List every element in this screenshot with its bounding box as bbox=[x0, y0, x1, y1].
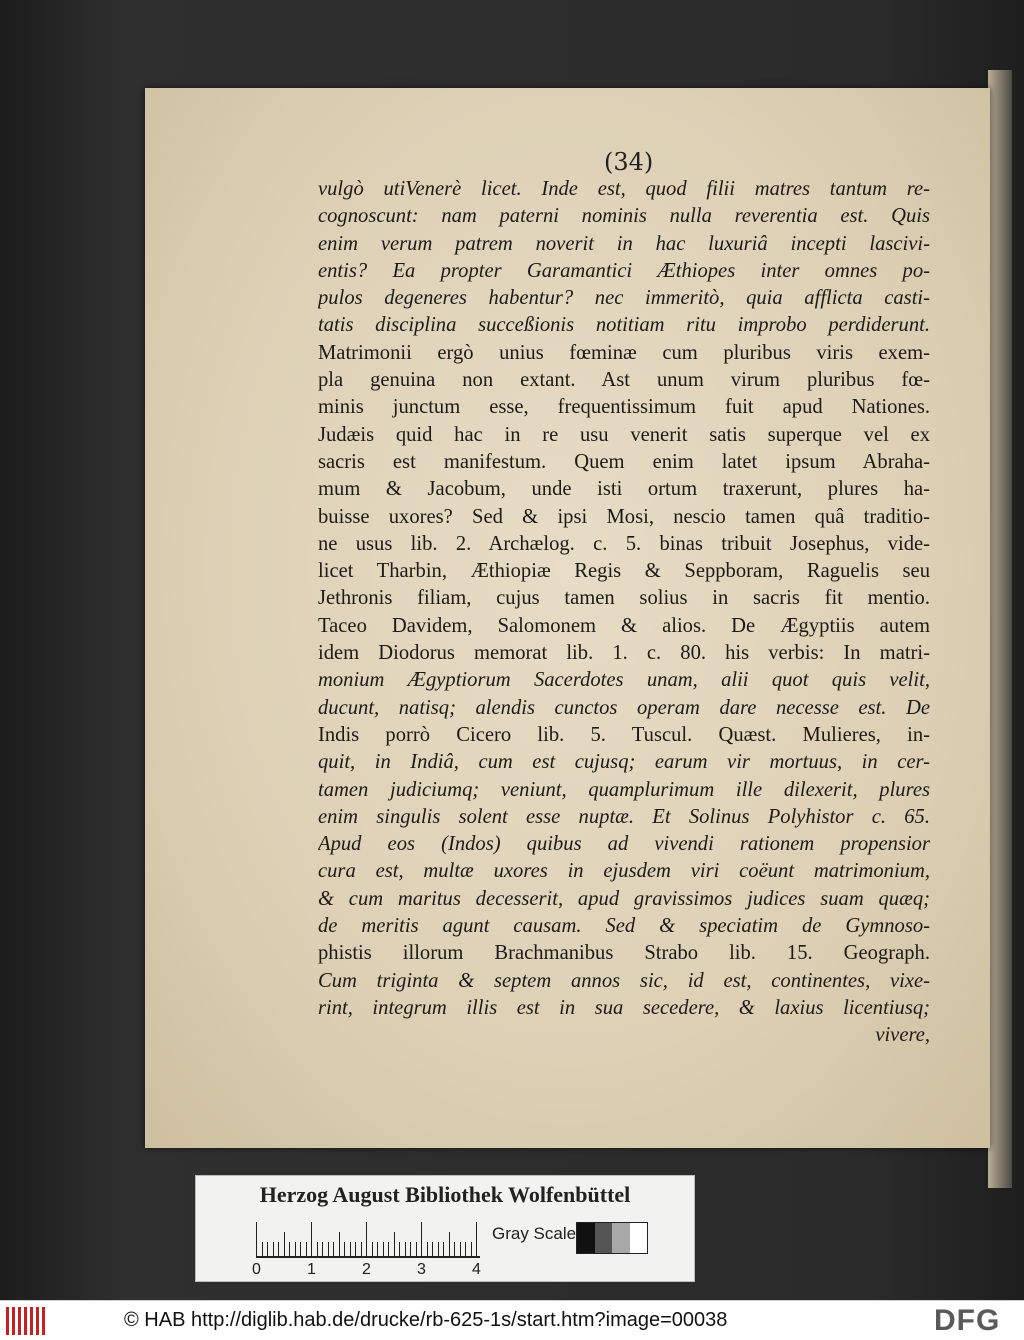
ruler-tick bbox=[476, 1222, 477, 1256]
ruler-tick bbox=[366, 1222, 367, 1256]
text-line: tamen judiciumq; veniunt, quamplurimum ille dilexerit, plures bbox=[318, 778, 930, 801]
text-line: & cum maritus decesserit, apud gravissimos judices suam quæq; bbox=[318, 887, 930, 910]
ruler-tick bbox=[427, 1242, 428, 1256]
text-line: ne usus lib. 2. Archælog. c. 5. binas tribuit Josephus, vide- bbox=[318, 532, 930, 555]
ruler-tick bbox=[344, 1242, 345, 1256]
ruler-tick bbox=[471, 1242, 472, 1256]
text-line: cognoscunt: nam paterni nominis nulla reverentia est. Quis bbox=[318, 205, 930, 228]
text-line: rint, integrum illis est in sua secedere, & laxius licentiusq; bbox=[318, 996, 930, 1019]
ruler-tick bbox=[328, 1242, 329, 1256]
text-line: phistis illorum Brachmanibus Strabo lib. 15. Geograph. bbox=[318, 942, 930, 965]
ruler-number: 3 bbox=[417, 1261, 426, 1278]
text-line: enim verum patrem noverit in hac luxuriâ incepti lascivi- bbox=[318, 232, 930, 255]
ruler-tick bbox=[443, 1242, 444, 1256]
ruler-tick bbox=[416, 1242, 417, 1256]
ruler-tick bbox=[278, 1242, 279, 1256]
text-line: mum & Jacobum, unde isti ortum traxerunt, plures ha- bbox=[318, 478, 930, 501]
source-link[interactable]: © HAB http://diglib.hab.de/drucke/rb-625-1s/start.htm?image=00038 bbox=[124, 1309, 728, 1331]
text-line: enim singulis solent esse nuptæ. Et Solinus Polyhistor c. 65. bbox=[318, 805, 930, 828]
text-line: de meritis agunt causam. Sed & speciatim de Gymnoso- bbox=[318, 915, 930, 938]
page-text bbox=[318, 176, 930, 1050]
text-line: idem Diodorus memorat lib. 1. c. 80. his verbis: In matri- bbox=[318, 642, 930, 665]
ruler-tick bbox=[306, 1242, 307, 1256]
ruler-number: 1 bbox=[307, 1261, 316, 1278]
ruler-tick bbox=[317, 1242, 318, 1256]
ruler-tick bbox=[465, 1242, 466, 1256]
ruler-tick bbox=[405, 1242, 406, 1256]
text-line: Taceo Davidem, Salomonem & alios. De Ægyptiis autem bbox=[318, 614, 930, 637]
ruler-tick bbox=[289, 1242, 290, 1256]
text-line: ducunt, natisq; alendis cunctos operam dare necesse est. De bbox=[318, 696, 930, 719]
ruler-tick bbox=[273, 1242, 274, 1256]
ruler-tick bbox=[300, 1242, 301, 1256]
ruler-tick bbox=[355, 1242, 356, 1256]
ruler bbox=[256, 1220, 480, 1258]
gray-scale-patches bbox=[576, 1222, 648, 1254]
ruler-tick bbox=[372, 1242, 373, 1256]
ruler-tick bbox=[267, 1242, 268, 1256]
hab-logo-icon bbox=[6, 1307, 46, 1335]
ruler-tick bbox=[399, 1242, 400, 1256]
ruler-tick bbox=[377, 1242, 378, 1256]
ruler-tick bbox=[361, 1242, 362, 1256]
text-line: Judæis quid hac in re usu venerit satis superque vel ex bbox=[318, 423, 930, 446]
text-line: quit, in Indiâ, cum est cujusq; earum vir mortuus, in cer- bbox=[318, 751, 930, 774]
text-line: vulgò utiVenerè licet. Inde est, quod filii matres tantum re- bbox=[318, 178, 930, 200]
gray-patch bbox=[577, 1223, 595, 1253]
text-line: Indis porrò Cicero lib. 5. Tuscul. Quæst. Mulieres, in- bbox=[318, 723, 930, 746]
footer-bar bbox=[0, 1300, 1024, 1340]
ruler-tick bbox=[438, 1242, 439, 1256]
ruler-number: 4 bbox=[472, 1261, 481, 1278]
text-line: buisse uxores? Sed & ipsi Mosi, nescio tamen quâ traditio- bbox=[318, 505, 930, 528]
ruler-tick bbox=[460, 1242, 461, 1256]
gray-patch bbox=[612, 1223, 630, 1253]
ruler-tick bbox=[333, 1242, 334, 1256]
text-line: tatis disciplina succeßionis notitiam ritu improbo perdiderunt. bbox=[318, 314, 930, 337]
ruler-tick bbox=[410, 1242, 411, 1256]
ruler-tick bbox=[449, 1232, 450, 1256]
text-line: monium Ægyptiorum Sacerdotes unam, alii quot quis velit, bbox=[318, 669, 930, 692]
ruler-number: 0 bbox=[252, 1261, 261, 1278]
ruler-tick bbox=[311, 1222, 312, 1256]
gray-patch bbox=[595, 1223, 613, 1253]
ruler-tick bbox=[295, 1242, 296, 1256]
text-line: Cum triginta & septem annos sic, id est, continentes, vixe- bbox=[318, 969, 930, 992]
library-title: Herzog August Bibliothek Wolfenbüttel bbox=[259, 1182, 631, 1207]
page-number: (34) bbox=[604, 148, 654, 176]
text-line: entis? Ea propter Garamantici Æthiopes inter omnes po- bbox=[318, 259, 930, 282]
dfg-logo: DFG bbox=[934, 1304, 1001, 1337]
text-line: cura est, multæ uxores in ejusdem viri coëunt matrimonium, bbox=[318, 860, 930, 883]
text-line: licet Tharbin, Æthiopiæ Regis & Seppboram, Raguelis seu bbox=[318, 560, 930, 583]
ruler-tick bbox=[394, 1232, 395, 1256]
ruler-tick bbox=[256, 1222, 257, 1256]
text-line: Matrimonii ergò unius fœminæ cum pluribus viris exem- bbox=[318, 341, 930, 364]
text-line: sacris est manifestum. Quem enim latet ipsum Abraha- bbox=[318, 450, 930, 473]
text-line: pulos degeneres habentur? nec immeritò, quia afflicta casti- bbox=[318, 287, 930, 310]
ruler-number: 2 bbox=[362, 1261, 371, 1278]
gray-patch bbox=[630, 1223, 648, 1253]
color-target-card bbox=[195, 1175, 695, 1282]
text-line: vivere, bbox=[875, 1024, 930, 1047]
ruler-tick bbox=[284, 1232, 285, 1256]
text-line: minis junctum esse, frequentissimum fuit apud Nationes. bbox=[318, 396, 930, 419]
ruler-tick bbox=[262, 1242, 263, 1256]
ruler-tick bbox=[432, 1242, 433, 1256]
ruler-tick bbox=[339, 1232, 340, 1256]
ruler-tick bbox=[421, 1222, 422, 1256]
gray-scale-label: Gray Scale bbox=[492, 1224, 577, 1243]
ruler-tick bbox=[350, 1242, 351, 1256]
text-line: Apud eos (Indos) quibus ad vivendi rationem propensior bbox=[318, 833, 930, 856]
ruler-tick bbox=[388, 1242, 389, 1256]
text-line: Jethronis filiam, cujus tamen solius in sacris fit mentio. bbox=[318, 587, 930, 610]
text-line: pla genuina non extant. Ast unum virum pluribus fœ- bbox=[318, 369, 930, 392]
ruler-tick bbox=[322, 1242, 323, 1256]
ruler-tick bbox=[383, 1242, 384, 1256]
ruler-tick bbox=[454, 1242, 455, 1256]
page-edge bbox=[988, 70, 1012, 1188]
